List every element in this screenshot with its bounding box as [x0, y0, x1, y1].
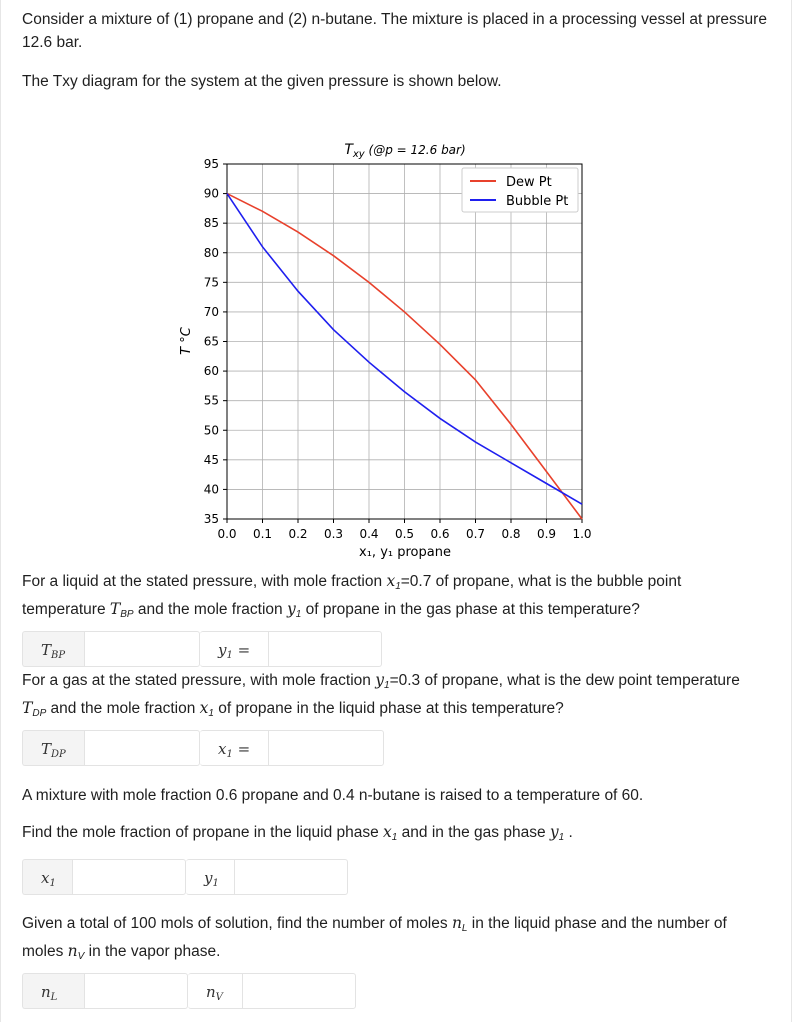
x1-label: $x_1$ = — [200, 730, 268, 766]
x-tick-label: 0.2 — [288, 527, 308, 541]
question-3: Find the mole fraction of propane in the liquid phase $x_1$ and in the gas phase $y_1$ . — [22, 823, 573, 843]
x-tick-label: 0.0 — [217, 527, 237, 541]
x1-input[interactable] — [268, 730, 384, 766]
y-tick-label: 65 — [203, 334, 219, 349]
legend-label-dew: Dew Pt — [506, 175, 552, 190]
intro-chart-caption: The Txy diagram for the system at the given pressure is shown below. — [22, 73, 502, 90]
x-axis-label: x₁, y₁ propane — [359, 545, 451, 560]
question-2: For a gas at the stated pressure, with mole fraction $y_1=0.3$ of propane, what is the dew point temperature $T_{DP}$ and the mole fraction $x_1$ of propane in the liquid phase at this temperature? — [22, 671, 740, 719]
q3-x1-label: $x_1$ — [22, 859, 72, 895]
x-tick-label: 0.5 — [394, 527, 415, 541]
nl-label: $n_L$ — [22, 973, 84, 1009]
y1-input[interactable] — [268, 631, 382, 667]
q3-y1-input[interactable] — [234, 859, 348, 895]
y-tick-label: 45 — [203, 452, 219, 467]
x-tick-label: 0.6 — [430, 527, 450, 541]
y-tick-label: 40 — [203, 482, 219, 497]
x-axis-ticks — [217, 519, 591, 541]
y-axis-ticks — [204, 157, 227, 526]
x-tick-label: 1.0 — [572, 527, 592, 541]
y-tick-label: 50 — [203, 423, 219, 438]
x-tick-label: 0.9 — [536, 527, 557, 541]
x-tick-label: 0.3 — [323, 527, 344, 541]
q3-x1-input[interactable] — [72, 859, 186, 895]
chart-grid — [227, 164, 582, 519]
x-tick-label: 0.7 — [465, 527, 486, 541]
y-tick-label: 55 — [203, 393, 219, 408]
x-tick-label: 0.8 — [501, 527, 521, 541]
tdp-input[interactable] — [84, 730, 200, 766]
chart-title: $T_{xy}$ (@p = 12.6 bar) — [344, 142, 466, 160]
y-tick-label: 85 — [203, 216, 219, 231]
tbp-label: $T_{BP}$ — [22, 631, 84, 667]
y-tick-label: 95 — [203, 157, 219, 171]
y-axis-label: T °C — [179, 327, 194, 355]
q3-y1-label: $y_1$ — [186, 859, 234, 895]
y-tick-label: 60 — [203, 364, 219, 379]
x-tick-label: 0.1 — [252, 527, 273, 541]
legend-label-bubble: Bubble Pt — [506, 194, 569, 209]
nv-input[interactable] — [242, 973, 356, 1009]
y-tick-label: 90 — [203, 186, 219, 201]
intro-line-2: 12.6 bar. — [22, 34, 83, 51]
question-3-intro: A mixture with mole fraction 0.6 propane and 0.4 n-butane is raised to a temperature of 60. — [22, 787, 644, 804]
chart-legend — [462, 168, 578, 212]
question-4: Given a total of 100 mols of solution, find the number of moles $n_L$ in the liquid phase and the number of moles $n_V$ in the vapor phase. — [22, 914, 727, 962]
nv-label: $n_V$ — [188, 973, 242, 1009]
y-tick-label: 70 — [203, 304, 219, 319]
y-tick-label: 80 — [203, 245, 219, 260]
y1-label: $y_1$ = — [200, 631, 268, 667]
intro-line-1: Consider a mixture of (1) propane and (2) n-butane. The mixture is placed in a processing vessel at pressure — [22, 11, 767, 28]
question-1: For a liquid at the stated pressure, with mole fraction $x_1=0.7$ of propane, what is the bubble point temperature $T_{BP}$ and the mole fraction $y_1$ of propane in the gas phase at this temperature? — [22, 572, 682, 620]
tbp-input[interactable] — [84, 631, 200, 667]
tdp-label: $T_{DP}$ — [22, 730, 84, 766]
y-tick-label: 75 — [203, 275, 219, 290]
nl-input[interactable] — [84, 973, 188, 1009]
x-tick-label: 0.4 — [359, 527, 379, 541]
y-tick-label: 35 — [203, 512, 219, 526]
